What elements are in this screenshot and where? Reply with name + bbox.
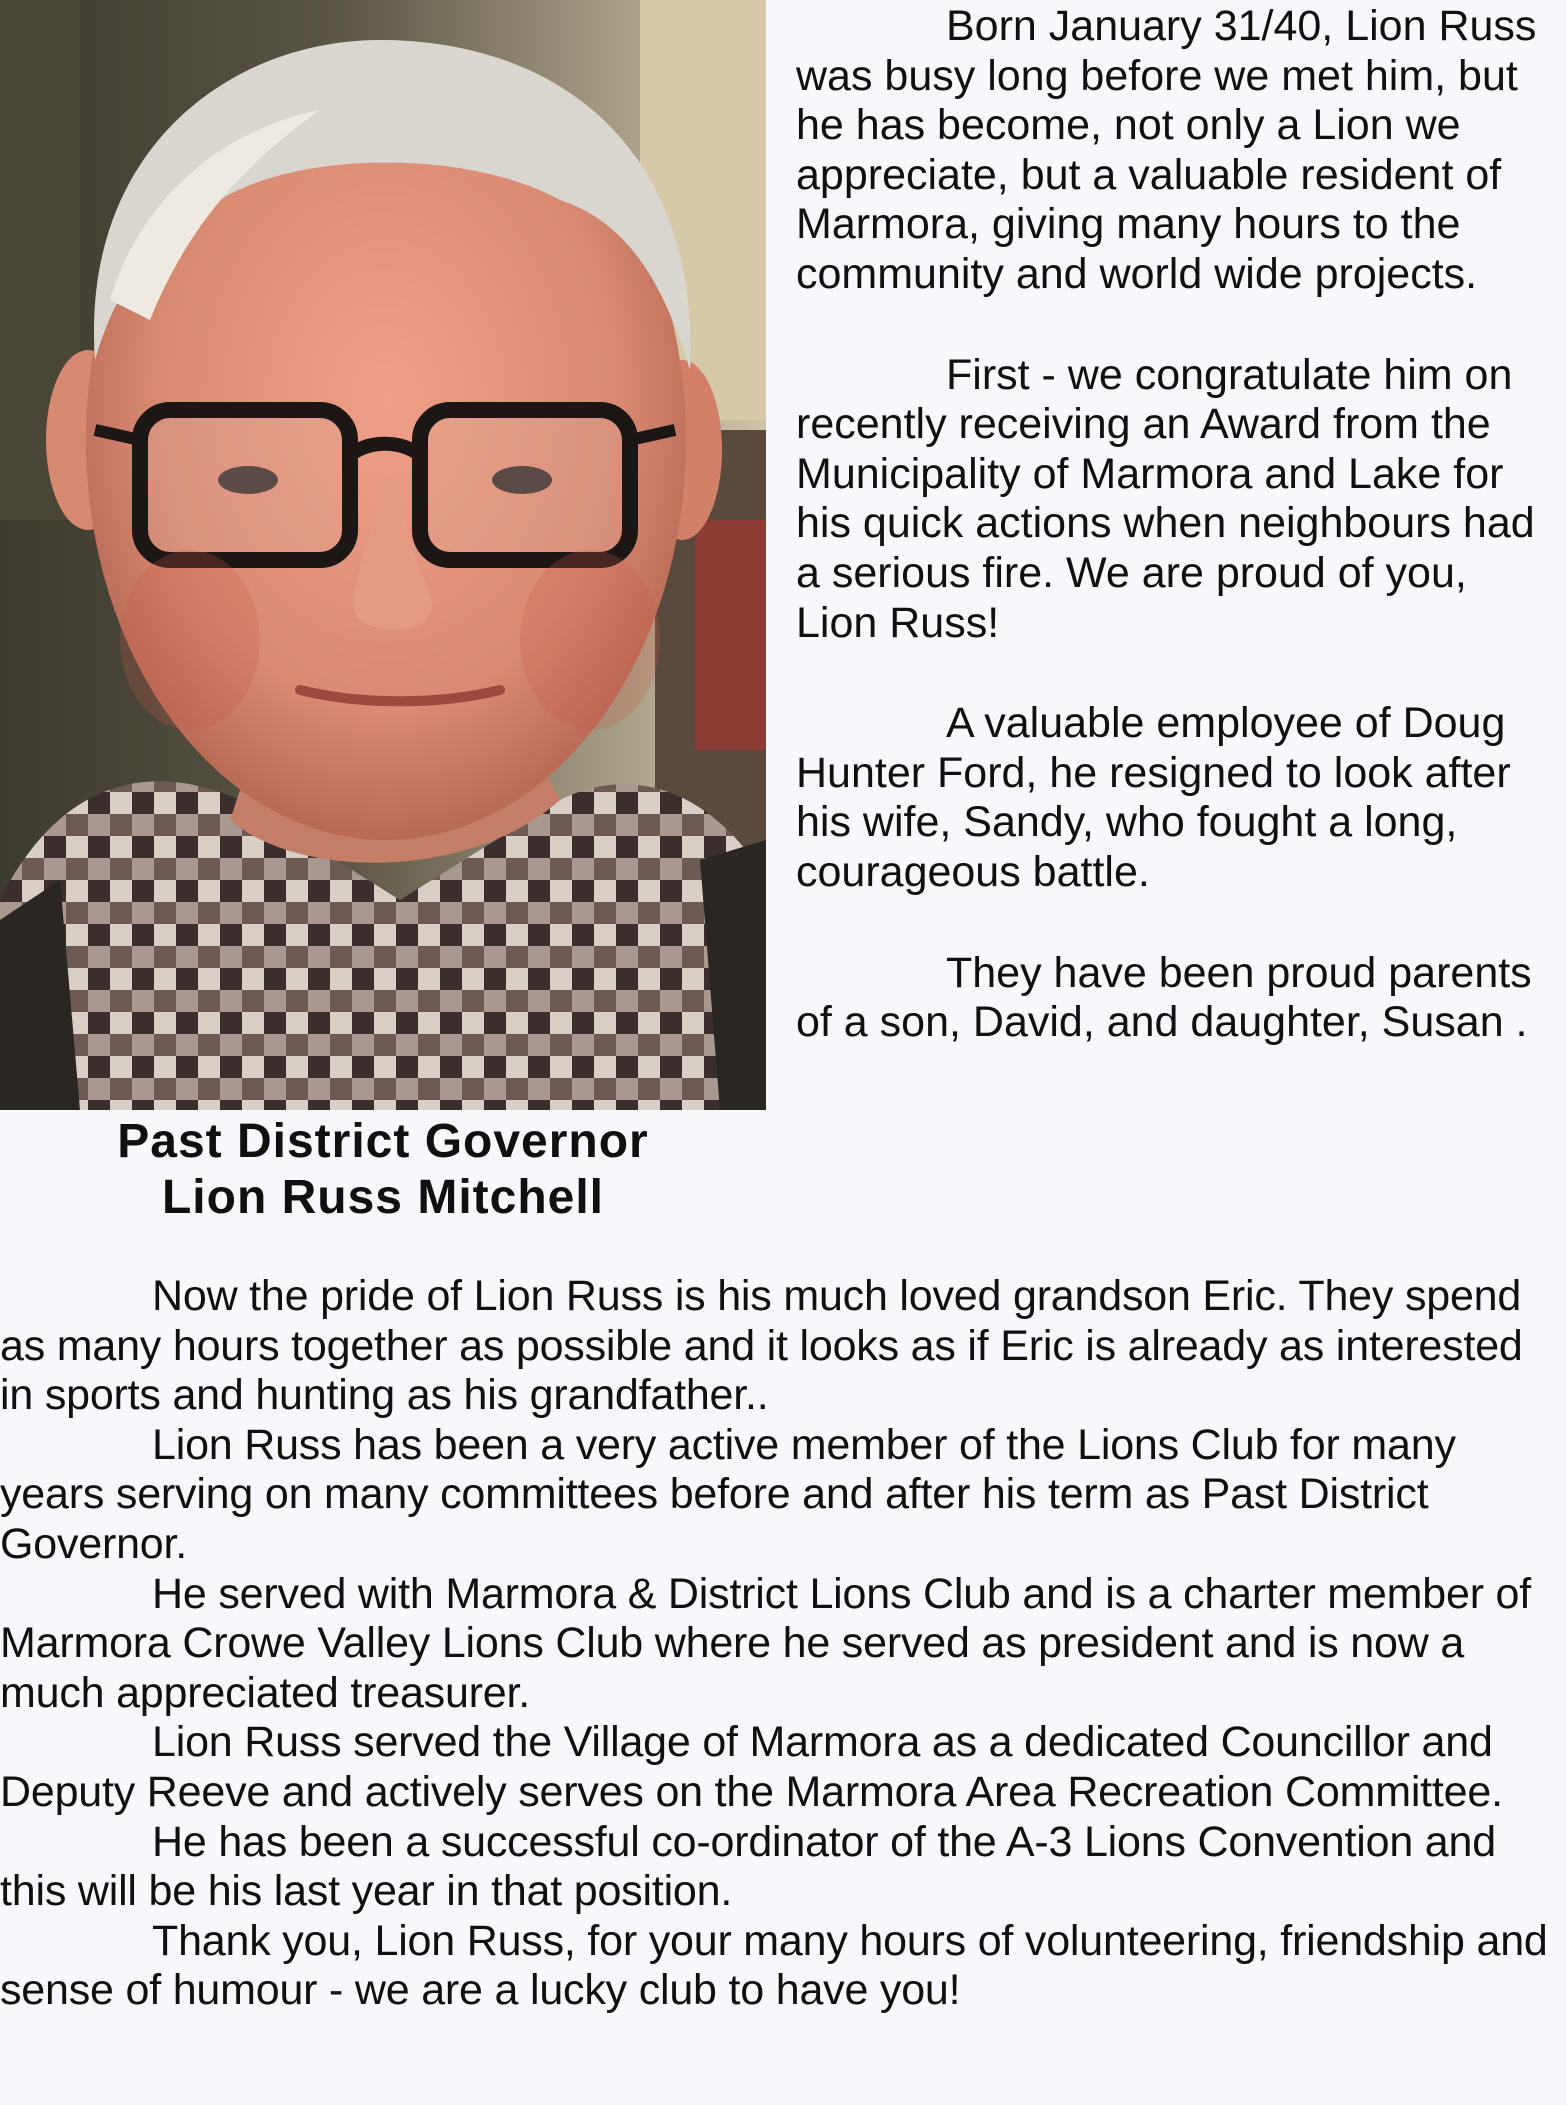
portrait-photo [0,0,766,1110]
paragraph-award: First - we congratulate him on recently receiving an Award from the Municipality of Marmora and Lake for his quick actions when neighbours had a serious fire. We are proud of you, Lion Russ! [796,350,1535,647]
paragraph-thank-you: Thank you, Lion Russ, for your many hours of volunteering, friendship and sense of humour - we are a lucky club to have you! [0,1916,1548,2015]
main-body-text [0,1272,1556,2016]
paragraph-birth: Born January 31/40, Lion Russ was busy long before we met him, but he has become, not only a Lion we appreciate, but a valuable resident of Marmora, giving many hours to the community and world wide projects. [796,2,1537,298]
right-column-text [796,2,1556,1099]
paragraph-charter-member: He served with Marmora & District Lions Club and is a charter member of Marmora Crowe Valley Lions Club where he served as president and is now a much appreciated treasurer. [0,1569,1532,1717]
paragraph-lions-member: Lion Russ has been a very active member of the Lions Club for many years serving on many committees before and after his term as Past District Governor. [0,1420,1456,1568]
photo-caption [18,1114,748,1226]
paragraph-grandson: Now the pride of Lion Russ is his much loved grandson Eric. They spend as many hours together as possible and it looks as if Eric is already as interested in sports and hunting as his grandfather.. [0,1272,1523,1420]
paragraph-family: They have been proud parents of a son, David, and daughter, Susan . [796,948,1532,1047]
paragraph-councillor: Lion Russ served the Village of Marmora as a dedicated Councillor and Deputy Reeve and actively serves on the Marmora Area Recreation Committee. [0,1718,1503,1816]
caption-name: Lion Russ Mitchell [161,1171,605,1224]
caption-title: Past District Governor [117,1115,649,1168]
paragraph-employment: A valuable employee of Doug Hunter Ford, he resigned to look after his wife, Sandy, who fought a long, courageous battle. [796,699,1511,896]
paragraph-convention: He has been a successful co-ordinator of the A-3 Lions Convention and this will be his last year in that position. [0,1817,1496,1916]
